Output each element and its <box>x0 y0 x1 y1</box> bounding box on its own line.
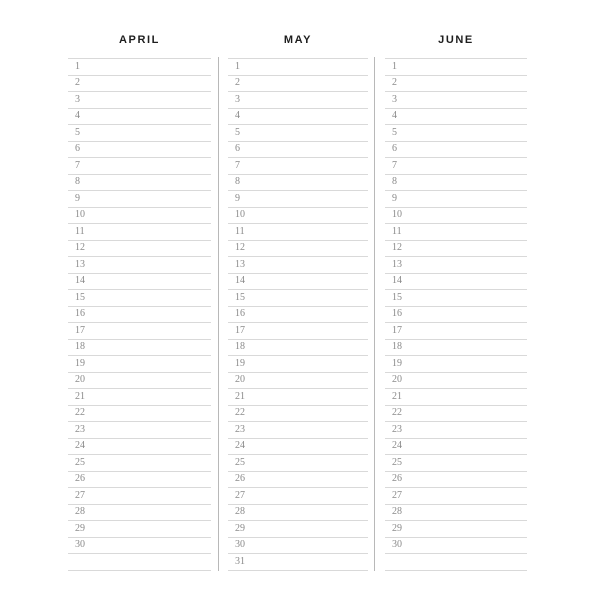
day-number: 26 <box>235 473 245 485</box>
day-row <box>385 538 527 555</box>
day-row <box>228 389 368 406</box>
day-row <box>228 92 368 109</box>
day-row <box>385 389 527 406</box>
day-number: 23 <box>75 423 85 435</box>
day-number: 28 <box>392 506 402 518</box>
day-row <box>385 439 527 456</box>
day-number: 16 <box>392 308 402 320</box>
day-number: 16 <box>235 308 245 320</box>
day-row <box>385 274 527 291</box>
month-title-may: MAY <box>283 34 313 46</box>
day-row <box>68 340 211 357</box>
day-row <box>385 488 527 505</box>
day-number: 12 <box>392 242 402 254</box>
day-number: 10 <box>392 209 402 221</box>
day-row <box>228 439 368 456</box>
column-divider <box>218 57 219 571</box>
day-number: 25 <box>392 456 402 468</box>
day-row <box>385 472 527 489</box>
day-number: 20 <box>392 374 402 386</box>
day-row <box>68 439 211 456</box>
day-row <box>385 422 527 439</box>
day-row <box>68 274 211 291</box>
day-number: 17 <box>392 324 402 336</box>
day-row <box>385 76 527 93</box>
day-row <box>385 373 527 390</box>
day-number: 8 <box>75 176 80 188</box>
day-number: 10 <box>75 209 85 221</box>
day-row <box>228 109 368 126</box>
day-number: 20 <box>235 374 245 386</box>
day-row <box>385 59 527 76</box>
day-row <box>68 208 211 225</box>
day-row <box>385 290 527 307</box>
day-number: 13 <box>392 258 402 270</box>
day-row <box>68 356 211 373</box>
day-row <box>385 340 527 357</box>
day-row <box>228 373 368 390</box>
day-number: 9 <box>235 192 240 204</box>
day-number: 27 <box>392 489 402 501</box>
day-number: 14 <box>235 275 245 287</box>
day-number: 26 <box>392 473 402 485</box>
empty-row <box>385 554 527 571</box>
day-row <box>228 488 368 505</box>
day-rows-april <box>68 58 211 571</box>
day-row <box>68 323 211 340</box>
day-row <box>68 290 211 307</box>
day-number: 18 <box>392 341 402 353</box>
day-row <box>228 257 368 274</box>
day-number: 20 <box>75 374 85 386</box>
day-number: 2 <box>392 77 397 89</box>
day-number: 24 <box>392 440 402 452</box>
day-row <box>385 323 527 340</box>
day-number: 4 <box>392 110 397 122</box>
day-number: 19 <box>235 357 245 369</box>
day-row <box>68 307 211 324</box>
day-number: 15 <box>392 291 402 303</box>
day-number: 23 <box>392 423 402 435</box>
day-row <box>68 488 211 505</box>
day-number: 27 <box>235 489 245 501</box>
day-row <box>68 505 211 522</box>
day-number: 16 <box>75 308 85 320</box>
day-rows-may <box>228 58 368 571</box>
day-rows-june <box>385 58 527 571</box>
day-number: 19 <box>75 357 85 369</box>
day-number: 7 <box>75 159 80 171</box>
day-row <box>228 241 368 258</box>
day-row <box>385 406 527 423</box>
day-number: 27 <box>75 489 85 501</box>
day-number: 25 <box>235 456 245 468</box>
day-row <box>228 224 368 241</box>
day-row <box>228 290 368 307</box>
day-row <box>68 455 211 472</box>
day-number: 5 <box>75 126 80 138</box>
month-column-may <box>228 30 368 571</box>
day-number: 1 <box>392 60 397 72</box>
day-row <box>68 241 211 258</box>
day-row <box>228 125 368 142</box>
day-number: 21 <box>235 390 245 402</box>
day-row <box>228 175 368 192</box>
month-title-april: APRIL <box>119 34 160 46</box>
day-row <box>68 472 211 489</box>
day-row <box>385 92 527 109</box>
day-row <box>68 76 211 93</box>
day-row <box>68 373 211 390</box>
day-number: 29 <box>75 522 85 534</box>
day-row <box>228 208 368 225</box>
day-row <box>228 356 368 373</box>
day-row <box>228 505 368 522</box>
day-row <box>228 274 368 291</box>
day-number: 10 <box>235 209 245 221</box>
day-number: 17 <box>75 324 85 336</box>
day-number: 2 <box>235 77 240 89</box>
day-number: 11 <box>235 225 245 237</box>
day-row <box>228 554 368 571</box>
day-number: 6 <box>235 143 240 155</box>
empty-row <box>68 554 211 571</box>
day-row <box>385 521 527 538</box>
day-row <box>385 208 527 225</box>
day-number: 28 <box>75 506 85 518</box>
day-number: 30 <box>392 539 402 551</box>
day-number: 24 <box>235 440 245 452</box>
day-row <box>68 257 211 274</box>
column-divider <box>374 57 375 571</box>
day-row <box>385 224 527 241</box>
day-number: 12 <box>235 242 245 254</box>
day-row <box>228 422 368 439</box>
day-number: 15 <box>75 291 85 303</box>
day-row <box>68 109 211 126</box>
day-row <box>228 59 368 76</box>
day-row <box>228 323 368 340</box>
day-row <box>68 59 211 76</box>
day-row <box>68 389 211 406</box>
day-number: 3 <box>235 93 240 105</box>
day-row <box>68 406 211 423</box>
day-number: 5 <box>235 126 240 138</box>
day-row <box>68 175 211 192</box>
day-number: 5 <box>392 126 397 138</box>
day-row <box>385 257 527 274</box>
day-number: 3 <box>75 93 80 105</box>
day-row <box>228 142 368 159</box>
month-title-june: JUNE <box>438 34 474 46</box>
day-row <box>228 191 368 208</box>
day-row <box>68 142 211 159</box>
day-number: 2 <box>75 77 80 89</box>
day-number: 24 <box>75 440 85 452</box>
day-row <box>228 307 368 324</box>
day-row <box>228 472 368 489</box>
day-row <box>228 538 368 555</box>
day-number: 23 <box>235 423 245 435</box>
day-row <box>68 422 211 439</box>
day-number: 30 <box>75 539 85 551</box>
day-number: 11 <box>392 225 402 237</box>
day-number: 18 <box>75 341 85 353</box>
day-row <box>385 175 527 192</box>
day-row <box>68 191 211 208</box>
day-number: 6 <box>75 143 80 155</box>
day-row <box>228 158 368 175</box>
day-number: 18 <box>235 341 245 353</box>
day-row <box>68 158 211 175</box>
day-number: 17 <box>235 324 245 336</box>
day-row <box>385 191 527 208</box>
day-row <box>68 538 211 555</box>
day-number: 13 <box>235 258 245 270</box>
day-number: 31 <box>235 555 245 567</box>
day-row <box>228 521 368 538</box>
day-row <box>385 307 527 324</box>
day-number: 7 <box>392 159 397 171</box>
day-number: 19 <box>392 357 402 369</box>
day-row <box>385 455 527 472</box>
day-row <box>385 109 527 126</box>
day-number: 29 <box>235 522 245 534</box>
day-row <box>228 406 368 423</box>
day-number: 6 <box>392 143 397 155</box>
day-number: 26 <box>75 473 85 485</box>
day-number: 22 <box>235 407 245 419</box>
day-row <box>385 125 527 142</box>
day-number: 29 <box>392 522 402 534</box>
day-number: 4 <box>75 110 80 122</box>
day-row <box>68 125 211 142</box>
day-number: 22 <box>392 407 402 419</box>
day-number: 7 <box>235 159 240 171</box>
day-number: 15 <box>235 291 245 303</box>
day-row <box>68 92 211 109</box>
day-row <box>68 224 211 241</box>
day-number: 9 <box>392 192 397 204</box>
day-number: 9 <box>75 192 80 204</box>
month-column-june <box>385 30 527 571</box>
day-row <box>385 505 527 522</box>
day-number: 21 <box>75 390 85 402</box>
day-number: 1 <box>75 60 80 72</box>
day-number: 3 <box>392 93 397 105</box>
day-number: 1 <box>235 60 240 72</box>
day-number: 22 <box>75 407 85 419</box>
day-number: 12 <box>75 242 85 254</box>
day-row <box>385 142 527 159</box>
day-number: 25 <box>75 456 85 468</box>
day-row <box>385 356 527 373</box>
day-row <box>385 158 527 175</box>
month-column-april <box>68 30 211 571</box>
day-number: 13 <box>75 258 85 270</box>
day-number: 30 <box>235 539 245 551</box>
day-number: 11 <box>75 225 85 237</box>
day-number: 8 <box>235 176 240 188</box>
day-number: 28 <box>235 506 245 518</box>
day-number: 4 <box>235 110 240 122</box>
day-row <box>228 455 368 472</box>
day-number: 21 <box>392 390 402 402</box>
day-number: 8 <box>392 176 397 188</box>
day-number: 14 <box>392 275 402 287</box>
day-row <box>228 340 368 357</box>
day-row <box>228 76 368 93</box>
day-row <box>385 241 527 258</box>
day-row <box>68 521 211 538</box>
day-number: 14 <box>75 275 85 287</box>
